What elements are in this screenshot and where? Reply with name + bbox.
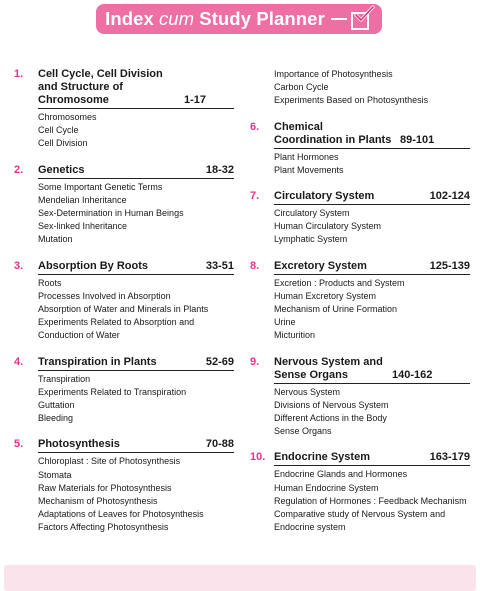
topic-item: Urine [274, 317, 296, 328]
chapter-entry [250, 260, 470, 343]
topic-item: Human Endocrine System [274, 482, 379, 493]
chapter-heading [14, 356, 234, 369]
chapter-entry [250, 356, 470, 439]
chapter-title: Photosynthesis [38, 438, 120, 451]
chapter-title: Genetics [38, 163, 85, 176]
chapter-title: Transpiration in Plants [38, 355, 157, 368]
chapter-number: 1. [14, 68, 24, 80]
topic-list [274, 204, 470, 247]
chapter-heading [250, 121, 470, 147]
chapter-pages: 1-17 [184, 94, 207, 106]
topic-item: Carbon Cycle [274, 82, 329, 93]
topic-list [38, 108, 234, 151]
title-rest: Study Planner [199, 8, 325, 29]
topic-list [274, 148, 470, 177]
bottom-band [4, 565, 476, 591]
check-box-icon [351, 9, 373, 29]
topic-item: Experiments Related to Transpiration [38, 386, 187, 397]
chapter-pages: 140-162 [392, 368, 433, 381]
chapter-heading [14, 438, 234, 451]
chapter-number: 4. [14, 355, 24, 368]
topic-item: Comparative study of Nervous System and Endocrine system [274, 509, 446, 533]
chapter-number: 8. [250, 259, 260, 272]
topic-list [38, 274, 234, 343]
topic-item: Cell Cycle [38, 125, 79, 136]
topic-item: Bleeding [38, 413, 74, 424]
topic-list [38, 370, 234, 426]
chapter-entry [250, 451, 470, 534]
chapter-number: 2. [14, 163, 24, 176]
topic-item: Divisions of Nervous System [274, 399, 389, 410]
chapter-heading [250, 356, 470, 382]
topic-item: Sex-Determination in Human Beings [38, 208, 184, 219]
topic-item: Stomata [38, 469, 72, 480]
chapter-entry [14, 356, 234, 426]
chapter-entry [14, 438, 234, 534]
topic-list [38, 178, 234, 247]
topic-item: Circulatory System [274, 208, 350, 219]
topic-item: Excretion : Products and System [274, 277, 405, 288]
topic-item: Factors Affecting Photosynthesis [38, 522, 169, 533]
chapter-entry [14, 164, 234, 247]
topic-item: Regulation of Hormones : Feedback Mechanism [274, 495, 467, 506]
topic-item: Lymphatic System [274, 234, 348, 245]
topic-item: Plant Movements [274, 164, 344, 175]
chapter-title: Endocrine System [274, 451, 370, 464]
chapter-heading [250, 260, 470, 273]
topic-item: Roots [38, 277, 62, 288]
title-italic: cum [158, 8, 195, 29]
chapter-title: Circulatory System [274, 190, 375, 203]
topic-item: Experiments Based on Photosynthesis [274, 95, 429, 106]
topic-list [274, 274, 470, 343]
topic-item: Micturition [274, 330, 316, 341]
chapter-title: Nervous System and Sense Organs [274, 355, 383, 381]
topic-item: Mechanism of Urine Formation [274, 304, 398, 315]
chapter-pages: 52-69 [205, 355, 234, 368]
chapter-heading [14, 164, 234, 177]
topic-item: Raw Materials for Photosynthesis [38, 482, 172, 493]
chapter-pages: 125-139 [429, 259, 470, 272]
chapter-number: 10. [250, 451, 266, 464]
chapter-number: 9. [250, 355, 260, 368]
topic-item: Processes Involved in Absorption [38, 290, 171, 301]
topic-item: Importance of Photosynthesis [274, 69, 393, 79]
page-title-banner [96, 4, 382, 34]
topic-item: Sense Organs [274, 426, 332, 437]
topic-item: Experiments Related to Absorption and Conduction of Water [38, 317, 195, 341]
topic-item: Endocrine Glands and Hormones [274, 469, 408, 480]
topic-item: Different Actions in the Body [274, 413, 387, 424]
chapter-entry [250, 190, 470, 247]
topic-item: Chloroplast : Site of Photosynthesis [38, 456, 181, 467]
chapter-heading [250, 451, 470, 464]
title-dash [331, 18, 347, 20]
chapter-entry [14, 68, 234, 151]
chapter-number: 7. [250, 190, 260, 203]
chapter-heading [14, 68, 234, 107]
topic-list [274, 383, 470, 439]
topic-item: Sex-linked Inheritance [38, 221, 128, 232]
chapter-entry [14, 260, 234, 343]
chapter-title: Cell Cycle, Cell Division and Structure of Chromosome [38, 68, 163, 106]
chapter-pages: 70-88 [205, 438, 234, 451]
chapter-number: 5. [14, 438, 24, 451]
topic-item: Human Circulatory System [274, 221, 382, 232]
topic-item: Mechanism of Photosynthesis [38, 496, 158, 507]
chapter-entry [250, 68, 470, 108]
topic-item: Mutation [38, 234, 73, 245]
chapter-title: Chemical Coordination in Plants [274, 120, 392, 146]
topic-item: Plant Hormones [274, 151, 339, 162]
topic-item: Guttation [38, 400, 75, 411]
chapter-pages: 163-179 [429, 451, 470, 464]
topic-list [38, 452, 234, 534]
title-main: Index [105, 8, 154, 29]
topic-item: Nervous System [274, 386, 341, 397]
topic-item: Transpiration [38, 373, 91, 384]
index-column-left [14, 68, 234, 548]
chapter-entry [250, 121, 470, 177]
topic-item: Chromosomes [38, 112, 97, 122]
chapter-title: Excretory System [274, 259, 367, 272]
chapter-pages: 33-51 [205, 259, 234, 272]
chapter-number: 3. [14, 259, 24, 272]
topic-item: Cell Division [38, 138, 88, 149]
chapter-heading [14, 260, 234, 273]
index-column-right [250, 68, 470, 547]
chapter-pages: 18-32 [205, 163, 234, 176]
topic-list [274, 68, 470, 108]
topic-item: Adaptations of Leaves for Photosynthesis [38, 509, 204, 520]
chapter-heading [250, 190, 470, 203]
chapter-pages: 89-101 [400, 133, 435, 146]
topic-item: Some Important Genetic Terms [38, 181, 163, 192]
topic-item: Absorption of Water and Minerals in Plants [38, 304, 209, 315]
chapter-number: 6. [250, 120, 260, 133]
topic-item: Human Excretory System [274, 290, 377, 301]
chapter-title: Absorption By Roots [38, 259, 148, 272]
topic-list [274, 465, 470, 534]
chapter-pages: 102-124 [429, 190, 470, 203]
topic-item: Mendelian Inheritance [38, 194, 127, 205]
